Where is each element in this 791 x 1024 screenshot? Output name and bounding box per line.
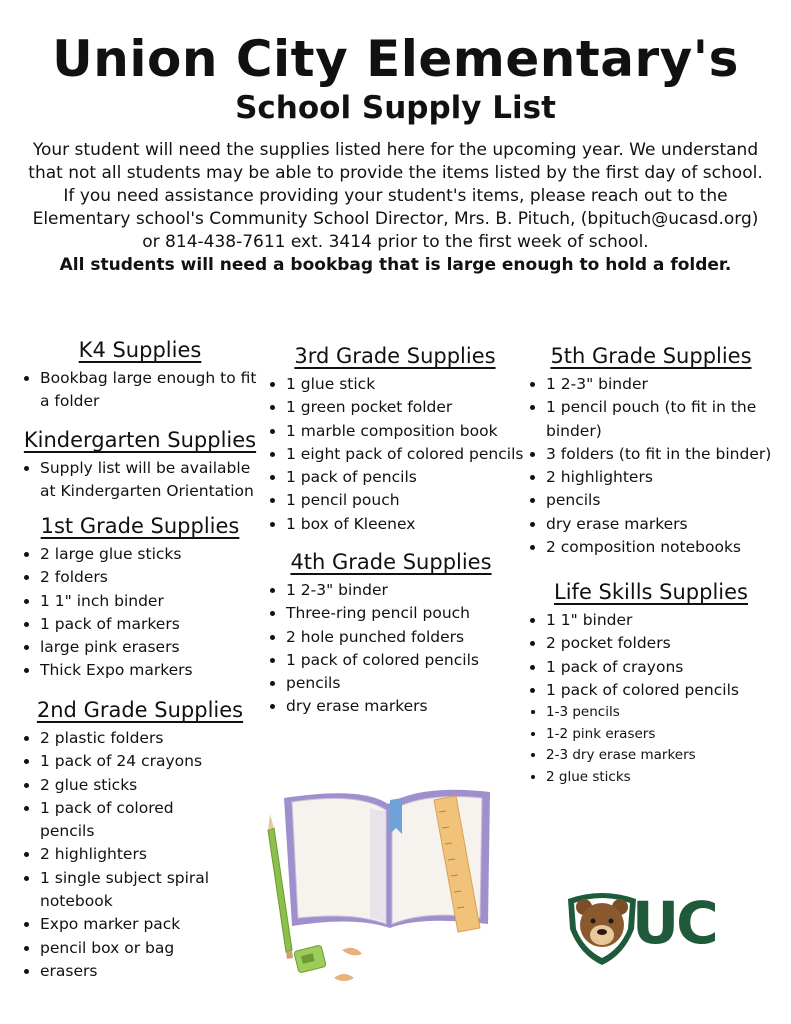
list-item: • 1 green pocket folder bbox=[286, 396, 524, 419]
list-lifeskills bbox=[526, 609, 776, 702]
list-item: • 2 pocket folders bbox=[546, 632, 776, 655]
section-grade2 bbox=[20, 696, 260, 983]
section-title-grade1: 1st Grade Supplies bbox=[40, 514, 240, 538]
list-item: • Expo marker pack bbox=[40, 913, 225, 936]
list-item: • 1 2-3" binder bbox=[546, 373, 776, 396]
list-item: • 2 highlighters bbox=[546, 466, 776, 489]
page-subtitle: School Supply List bbox=[235, 90, 556, 126]
list-item: • 1 pencil pouch (to fit in the binder) bbox=[546, 396, 776, 443]
section-grade3 bbox=[266, 342, 524, 536]
list-grade3 bbox=[266, 373, 524, 536]
list-kindergarten bbox=[20, 457, 260, 504]
list-item: • 2 plastic folders bbox=[40, 727, 225, 750]
section-title-grade3: 3rd Grade Supplies bbox=[294, 344, 496, 368]
list-item: • large pink erasers bbox=[40, 636, 260, 659]
section-title-grade4: 4th Grade Supplies bbox=[290, 550, 492, 574]
list-grade1 bbox=[20, 543, 260, 683]
list-item: • 1 pack of crayons bbox=[546, 656, 776, 679]
list-item: • dry erase markers bbox=[286, 695, 516, 718]
book-illustration-icon bbox=[262, 778, 502, 998]
list-item: • 2 highlighters bbox=[40, 843, 225, 866]
list-item: • 1 1" inch binder bbox=[40, 590, 260, 613]
intro-paragraph-2: If you need assistance providing your student's items, please reach out to the Elementary school's Community School Director, Mrs. B. Pituch, (bpituch@ucasd.org) or 814-438-7611 ext. 3414 prior to the first week of school. bbox=[32, 186, 759, 252]
list-item: • 1 marble composition book bbox=[286, 420, 524, 443]
list-item: • 2 composition notebooks bbox=[546, 536, 776, 559]
section-title-k4: K4 Supplies bbox=[78, 338, 202, 362]
list-item: • 1 pack of markers bbox=[40, 613, 260, 636]
list-item: • 2 folders bbox=[40, 566, 260, 589]
bear-icon bbox=[562, 885, 642, 967]
list-item: • Supply list will be available at Kindergarten Orientation bbox=[40, 457, 260, 504]
list-item: • Bookbag large enough to fit a folder bbox=[40, 367, 260, 414]
list-item: • 1-2 pink erasers bbox=[546, 724, 776, 746]
section-lifeskills bbox=[526, 578, 776, 788]
list-item: • 1 pencil pouch bbox=[286, 489, 524, 512]
section-title-grade2: 2nd Grade Supplies bbox=[36, 698, 244, 722]
list-item: • 1 box of Kleenex bbox=[286, 513, 524, 536]
list-item: • 1-3 pencils bbox=[546, 702, 776, 724]
list-item: • 3 folders (to fit in the binder) bbox=[546, 443, 776, 466]
section-kindergarten bbox=[20, 426, 260, 504]
section-grade5 bbox=[526, 342, 776, 559]
list-item: • 1 pack of 24 crayons bbox=[40, 750, 225, 773]
list-item: • 2 hole punched folders bbox=[286, 626, 516, 649]
list-item: • 1 glue stick bbox=[286, 373, 524, 396]
list-item: • Three-ring pencil pouch bbox=[286, 602, 516, 625]
list-grade2 bbox=[20, 727, 225, 983]
list-item: • Thick Expo markers bbox=[40, 659, 260, 682]
intro-bold-note: All students will need a bookbag that is large enough to hold a folder. bbox=[59, 255, 732, 275]
list-item: • 1 pack of colored pencils bbox=[546, 679, 776, 702]
page-title: Union City Elementary's bbox=[52, 30, 739, 88]
list-item: • 2 glue sticks bbox=[40, 774, 225, 797]
list-lifeskills-small bbox=[526, 702, 776, 788]
list-item: • pencil box or bag bbox=[40, 937, 225, 960]
list-item: • 2 glue sticks bbox=[546, 767, 776, 789]
list-k4 bbox=[20, 367, 260, 414]
list-item: • 1 pack of pencils bbox=[286, 466, 524, 489]
list-grade5 bbox=[526, 373, 776, 559]
list-item: • 2 large glue sticks bbox=[40, 543, 260, 566]
logo-text: UC bbox=[632, 889, 716, 957]
section-grade4 bbox=[266, 548, 516, 719]
list-item: • 1 2-3" binder bbox=[286, 579, 516, 602]
list-item: • erasers bbox=[40, 960, 225, 983]
section-grade1 bbox=[20, 512, 260, 683]
list-item: • 2-3 dry erase markers bbox=[546, 745, 776, 767]
list-item: • 1 1" binder bbox=[546, 609, 776, 632]
section-title-kindergarten: Kindergarten Supplies bbox=[23, 428, 257, 452]
list-item: • 1 pack of colored pencils bbox=[40, 797, 225, 844]
school-logo bbox=[562, 885, 716, 967]
list-item: • pencils bbox=[286, 672, 516, 695]
list-item: • dry erase markers bbox=[546, 513, 776, 536]
list-item: • 1 single subject spiral notebook bbox=[40, 867, 225, 914]
list-grade4 bbox=[266, 579, 516, 719]
section-title-grade5: 5th Grade Supplies bbox=[550, 344, 752, 368]
list-item: • pencils bbox=[546, 489, 776, 512]
section-k4 bbox=[20, 336, 260, 414]
section-title-lifeskills: Life Skills Supplies bbox=[554, 580, 748, 604]
list-item: • 1 pack of colored pencils bbox=[286, 649, 516, 672]
list-item: • 1 eight pack of colored pencils bbox=[286, 443, 524, 466]
intro-paragraph-1: Your student will need the supplies listed here for the upcoming year. We understand that not all students may be able to provide the items listed by the first day of school. bbox=[28, 140, 763, 183]
sharpener-icon bbox=[294, 945, 326, 973]
intro-text bbox=[22, 139, 769, 277]
